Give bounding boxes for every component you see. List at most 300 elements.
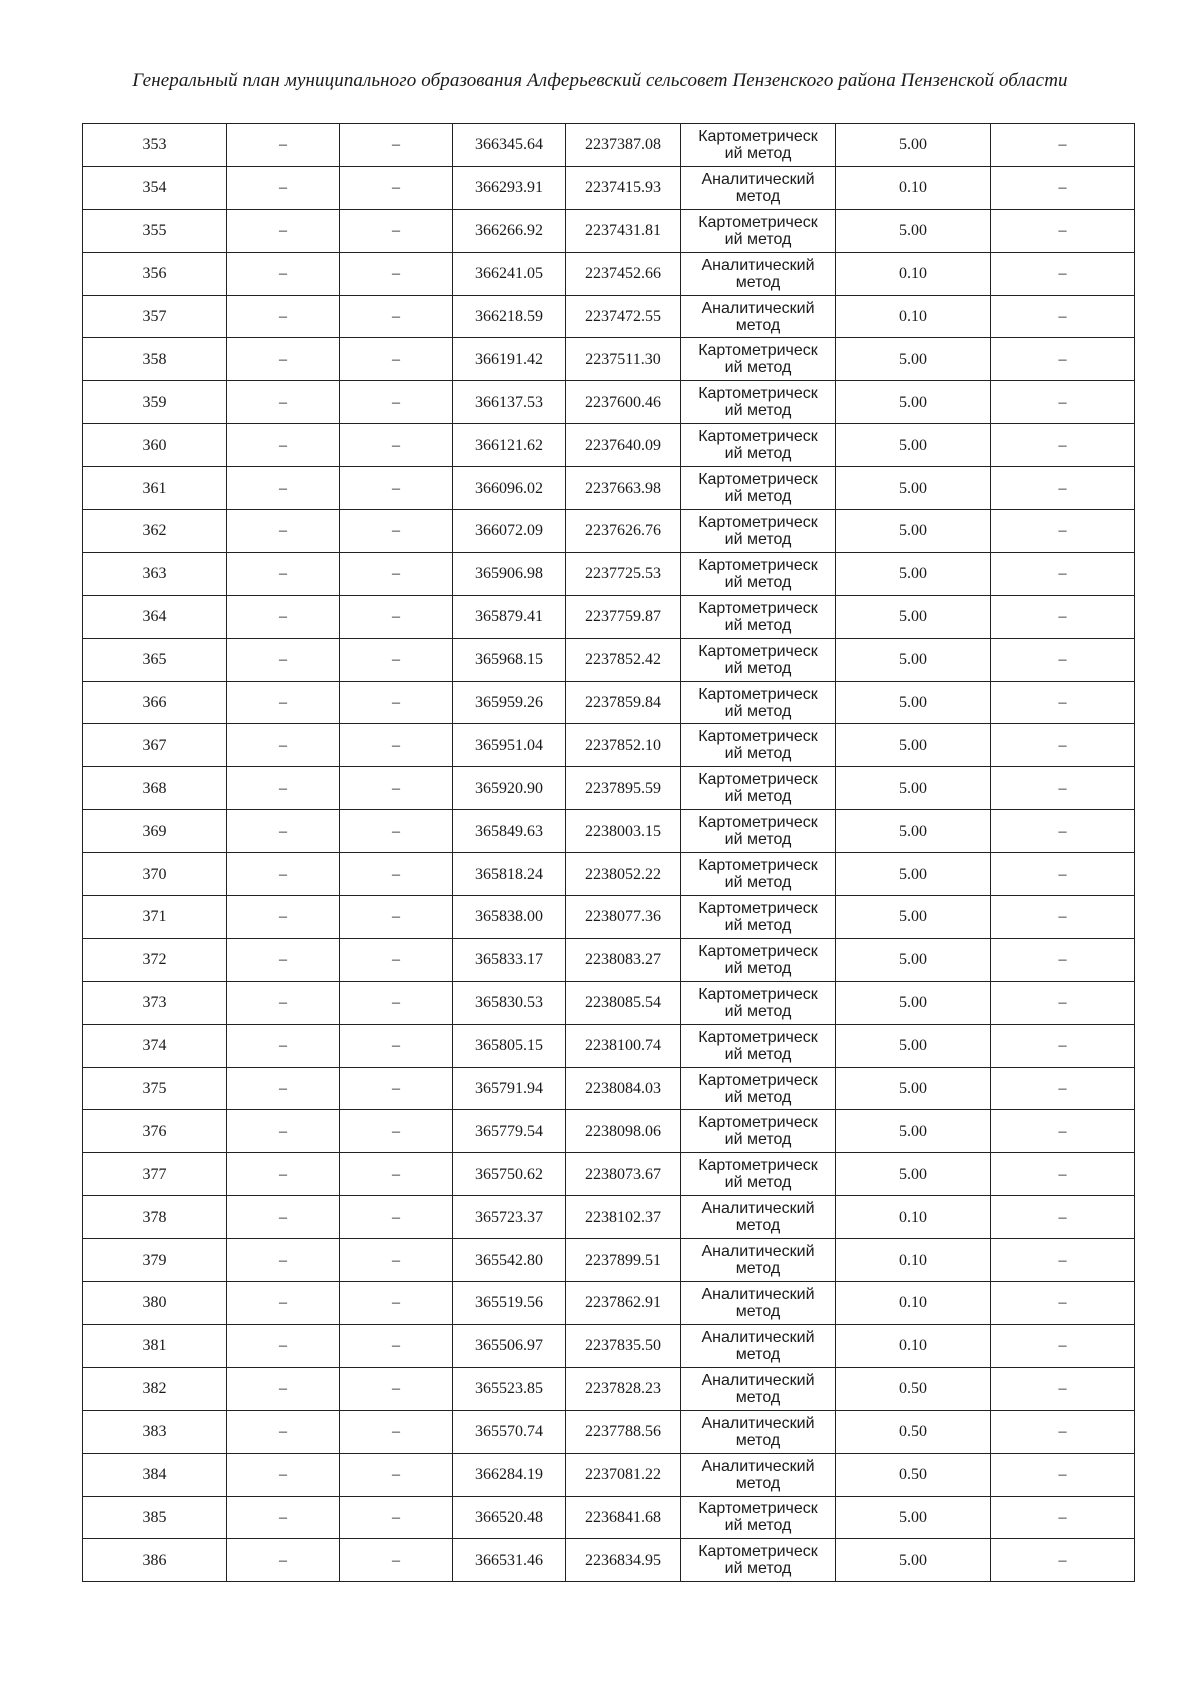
empty-cell: – xyxy=(340,1410,453,1453)
point-number-cell: 367 xyxy=(83,724,227,767)
table-row xyxy=(83,1067,1135,1110)
table-row xyxy=(83,1453,1135,1496)
accuracy-cell: 5.00 xyxy=(836,595,991,638)
empty-cell: – xyxy=(991,1110,1135,1153)
method-text-line: Картометрическ xyxy=(698,899,818,917)
x-coordinate-cell: 366121.62 xyxy=(453,424,566,467)
table-row xyxy=(83,1324,1135,1367)
y-coordinate-cell: 2238085.54 xyxy=(566,981,681,1024)
method-cell xyxy=(681,938,836,981)
method-cell xyxy=(681,810,836,853)
method-text-line: ий метод xyxy=(724,573,792,591)
empty-cell: – xyxy=(340,252,453,295)
empty-cell: – xyxy=(227,1496,340,1539)
empty-cell: – xyxy=(227,938,340,981)
point-number-cell: 357 xyxy=(83,295,227,338)
method-text-line: ий метод xyxy=(724,1560,792,1578)
empty-cell: – xyxy=(227,166,340,209)
x-coordinate-cell: 365968.15 xyxy=(453,638,566,681)
empty-cell: – xyxy=(340,853,453,896)
method-text-line: Картометрическ xyxy=(698,342,818,360)
empty-cell: – xyxy=(991,1024,1135,1067)
empty-cell: – xyxy=(227,209,340,252)
point-number-cell: 385 xyxy=(83,1496,227,1539)
method-text-line: ий метод xyxy=(724,959,792,977)
point-number-cell: 359 xyxy=(83,381,227,424)
y-coordinate-cell: 2237452.66 xyxy=(566,252,681,295)
accuracy-cell: 5.00 xyxy=(836,724,991,767)
accuracy-cell: 0.10 xyxy=(836,166,991,209)
table-row xyxy=(83,552,1135,595)
x-coordinate-cell: 365519.56 xyxy=(453,1282,566,1325)
empty-cell: – xyxy=(340,124,453,167)
table-row xyxy=(83,209,1135,252)
accuracy-cell: 5.00 xyxy=(836,552,991,595)
point-number-cell: 376 xyxy=(83,1110,227,1153)
accuracy-cell: 0.10 xyxy=(836,1324,991,1367)
table-row xyxy=(83,1110,1135,1153)
point-number-cell: 354 xyxy=(83,166,227,209)
method-cell xyxy=(681,295,836,338)
method-text-line: Картометрическ xyxy=(698,513,818,531)
point-number-cell: 384 xyxy=(83,1453,227,1496)
empty-cell: – xyxy=(227,981,340,1024)
x-coordinate-cell: 366293.91 xyxy=(453,166,566,209)
point-number-cell: 381 xyxy=(83,1324,227,1367)
method-text-line: Картометрическ xyxy=(698,385,818,403)
accuracy-cell: 0.10 xyxy=(836,1196,991,1239)
table-row xyxy=(83,1496,1135,1539)
empty-cell: – xyxy=(340,1539,453,1582)
x-coordinate-cell: 365906.98 xyxy=(453,552,566,595)
method-text-line: ий метод xyxy=(724,359,792,377)
empty-cell: – xyxy=(340,638,453,681)
x-coordinate-cell: 365951.04 xyxy=(453,724,566,767)
table-row xyxy=(83,853,1135,896)
table-row xyxy=(83,166,1135,209)
point-number-cell: 379 xyxy=(83,1239,227,1282)
table-row xyxy=(83,638,1135,681)
method-cell xyxy=(681,1239,836,1282)
accuracy-cell: 5.00 xyxy=(836,1153,991,1196)
empty-cell: – xyxy=(340,166,453,209)
y-coordinate-cell: 2237640.09 xyxy=(566,424,681,467)
empty-cell: – xyxy=(227,252,340,295)
point-number-cell: 353 xyxy=(83,124,227,167)
method-cell xyxy=(681,724,836,767)
x-coordinate-cell: 366531.46 xyxy=(453,1539,566,1582)
empty-cell: – xyxy=(991,1496,1135,1539)
method-cell xyxy=(681,1410,836,1453)
y-coordinate-cell: 2237511.30 xyxy=(566,338,681,381)
method-cell xyxy=(681,1110,836,1153)
method-cell xyxy=(681,1539,836,1582)
empty-cell: – xyxy=(340,595,453,638)
x-coordinate-cell: 365506.97 xyxy=(453,1324,566,1367)
empty-cell: – xyxy=(227,896,340,939)
x-coordinate-cell: 366266.92 xyxy=(453,209,566,252)
empty-cell: – xyxy=(227,552,340,595)
accuracy-cell: 5.00 xyxy=(836,681,991,724)
table-row xyxy=(83,981,1135,1024)
empty-cell: – xyxy=(227,1367,340,1410)
method-cell xyxy=(681,896,836,939)
empty-cell: – xyxy=(991,681,1135,724)
method-text-line: ий метод xyxy=(724,616,792,634)
empty-cell: – xyxy=(340,1282,453,1325)
method-text-line: метод xyxy=(735,1345,781,1363)
empty-cell: – xyxy=(991,638,1135,681)
method-text-line: Картометрическ xyxy=(698,771,818,789)
empty-cell: – xyxy=(340,295,453,338)
point-number-cell: 383 xyxy=(83,1410,227,1453)
method-text-line: ий метод xyxy=(724,874,792,892)
point-number-cell: 374 xyxy=(83,1024,227,1067)
empty-cell: – xyxy=(340,1453,453,1496)
method-text-line: Картометрическ xyxy=(698,428,818,446)
accuracy-cell: 0.10 xyxy=(836,295,991,338)
empty-cell: – xyxy=(227,338,340,381)
y-coordinate-cell: 2237852.42 xyxy=(566,638,681,681)
empty-cell: – xyxy=(991,252,1135,295)
method-text-line: ий метод xyxy=(724,530,792,548)
method-text-line: ий метод xyxy=(724,445,792,463)
method-text-line: ий метод xyxy=(724,702,792,720)
table-row xyxy=(83,381,1135,424)
accuracy-cell: 5.00 xyxy=(836,896,991,939)
empty-cell: – xyxy=(991,896,1135,939)
x-coordinate-cell: 365818.24 xyxy=(453,853,566,896)
y-coordinate-cell: 2237663.98 xyxy=(566,467,681,510)
point-number-cell: 382 xyxy=(83,1367,227,1410)
empty-cell: – xyxy=(227,1539,340,1582)
method-cell xyxy=(681,209,836,252)
y-coordinate-cell: 2237895.59 xyxy=(566,767,681,810)
empty-cell: – xyxy=(340,1024,453,1067)
method-text-line: ий метод xyxy=(724,916,792,934)
empty-cell: – xyxy=(340,981,453,1024)
point-number-cell: 361 xyxy=(83,467,227,510)
accuracy-cell: 5.00 xyxy=(836,467,991,510)
method-text-line: ий метод xyxy=(724,1002,792,1020)
accuracy-cell: 5.00 xyxy=(836,510,991,553)
method-text-line: метод xyxy=(735,1302,781,1320)
method-text-line: Картометрическ xyxy=(698,1114,818,1132)
method-text-line: Картометрическ xyxy=(698,1071,818,1089)
empty-cell: – xyxy=(991,510,1135,553)
empty-cell: – xyxy=(991,424,1135,467)
method-text-line: Картометрическ xyxy=(698,1500,818,1518)
accuracy-cell: 5.00 xyxy=(836,338,991,381)
method-text-line: метод xyxy=(735,1260,781,1278)
empty-cell: – xyxy=(227,1110,340,1153)
empty-cell: – xyxy=(991,810,1135,853)
table-row xyxy=(83,938,1135,981)
method-text-line: метод xyxy=(735,1388,781,1406)
y-coordinate-cell: 2238098.06 xyxy=(566,1110,681,1153)
empty-cell: – xyxy=(991,1539,1135,1582)
method-text-line: Картометрическ xyxy=(698,1157,818,1175)
table-row xyxy=(83,467,1135,510)
point-number-cell: 372 xyxy=(83,938,227,981)
empty-cell: – xyxy=(227,1410,340,1453)
x-coordinate-cell: 365959.26 xyxy=(453,681,566,724)
table-row xyxy=(83,681,1135,724)
point-number-cell: 364 xyxy=(83,595,227,638)
y-coordinate-cell: 2237415.93 xyxy=(566,166,681,209)
method-text-line: Картометрическ xyxy=(698,985,818,1003)
accuracy-cell: 5.00 xyxy=(836,1539,991,1582)
method-text-line: Картометрическ xyxy=(698,942,818,960)
empty-cell: – xyxy=(340,510,453,553)
empty-cell: – xyxy=(227,467,340,510)
y-coordinate-cell: 2237431.81 xyxy=(566,209,681,252)
accuracy-cell: 5.00 xyxy=(836,638,991,681)
accuracy-cell: 0.10 xyxy=(836,1239,991,1282)
method-cell xyxy=(681,681,836,724)
empty-cell: – xyxy=(991,1410,1135,1453)
method-text-line: метод xyxy=(735,273,781,291)
method-text-line: ий метод xyxy=(724,1517,792,1535)
point-number-cell: 378 xyxy=(83,1196,227,1239)
empty-cell: – xyxy=(991,166,1135,209)
y-coordinate-cell: 2238003.15 xyxy=(566,810,681,853)
empty-cell: – xyxy=(340,896,453,939)
method-cell xyxy=(681,1067,836,1110)
method-text-line: Картометрическ xyxy=(698,685,818,703)
method-text-line: метод xyxy=(735,1217,781,1235)
method-text-line: ий метод xyxy=(724,745,792,763)
method-text-line: Картометрическ xyxy=(698,728,818,746)
empty-cell: – xyxy=(227,724,340,767)
method-text-line: метод xyxy=(735,1431,781,1449)
empty-cell: – xyxy=(227,681,340,724)
point-number-cell: 360 xyxy=(83,424,227,467)
y-coordinate-cell: 2237899.51 xyxy=(566,1239,681,1282)
y-coordinate-cell: 2237600.46 xyxy=(566,381,681,424)
point-number-cell: 365 xyxy=(83,638,227,681)
empty-cell: – xyxy=(227,810,340,853)
method-cell xyxy=(681,467,836,510)
y-coordinate-cell: 2237472.55 xyxy=(566,295,681,338)
method-text-line: ий метод xyxy=(724,488,792,506)
accuracy-cell: 5.00 xyxy=(836,767,991,810)
point-number-cell: 363 xyxy=(83,552,227,595)
x-coordinate-cell: 365838.00 xyxy=(453,896,566,939)
x-coordinate-cell: 366520.48 xyxy=(453,1496,566,1539)
empty-cell: – xyxy=(991,467,1135,510)
empty-cell: – xyxy=(340,1367,453,1410)
point-number-cell: 375 xyxy=(83,1067,227,1110)
empty-cell: – xyxy=(340,1239,453,1282)
y-coordinate-cell: 2237835.50 xyxy=(566,1324,681,1367)
x-coordinate-cell: 366072.09 xyxy=(453,510,566,553)
table-row xyxy=(83,1239,1135,1282)
method-cell xyxy=(681,1367,836,1410)
empty-cell: – xyxy=(340,1196,453,1239)
empty-cell: – xyxy=(340,424,453,467)
table-row xyxy=(83,1282,1135,1325)
method-text-line: метод xyxy=(735,316,781,334)
empty-cell: – xyxy=(991,767,1135,810)
method-text-line: ий метод xyxy=(724,1174,792,1192)
empty-cell: – xyxy=(991,1324,1135,1367)
table-row xyxy=(83,595,1135,638)
point-number-cell: 356 xyxy=(83,252,227,295)
x-coordinate-cell: 366284.19 xyxy=(453,1453,566,1496)
method-text-line: Картометрическ xyxy=(698,1543,818,1561)
empty-cell: – xyxy=(991,124,1135,167)
point-number-cell: 369 xyxy=(83,810,227,853)
method-cell xyxy=(681,338,836,381)
empty-cell: – xyxy=(227,1024,340,1067)
empty-cell: – xyxy=(227,1324,340,1367)
y-coordinate-cell: 2237828.23 xyxy=(566,1367,681,1410)
method-cell xyxy=(681,424,836,467)
point-number-cell: 358 xyxy=(83,338,227,381)
method-text-line: ий метод xyxy=(724,402,792,420)
x-coordinate-cell: 366241.05 xyxy=(453,252,566,295)
empty-cell: – xyxy=(227,595,340,638)
y-coordinate-cell: 2238083.27 xyxy=(566,938,681,981)
table-row xyxy=(83,767,1135,810)
method-cell xyxy=(681,252,836,295)
empty-cell: – xyxy=(991,209,1135,252)
accuracy-cell: 5.00 xyxy=(836,381,991,424)
empty-cell: – xyxy=(340,724,453,767)
empty-cell: – xyxy=(991,1239,1135,1282)
coordinates-table-body xyxy=(83,124,1135,1582)
table-row xyxy=(83,1367,1135,1410)
empty-cell: – xyxy=(340,1067,453,1110)
method-cell xyxy=(681,1324,836,1367)
table-row xyxy=(83,1024,1135,1067)
accuracy-cell: 0.10 xyxy=(836,1282,991,1325)
method-cell xyxy=(681,595,836,638)
method-text-line: Картометрическ xyxy=(698,642,818,660)
x-coordinate-cell: 365833.17 xyxy=(453,938,566,981)
method-cell xyxy=(681,510,836,553)
empty-cell: – xyxy=(991,1282,1135,1325)
point-number-cell: 370 xyxy=(83,853,227,896)
method-text-line: Аналитический xyxy=(701,1414,815,1432)
method-text-line: Картометрическ xyxy=(698,1028,818,1046)
page-header-title: Генеральный план муниципального образования Алферьевский сельсовет Пензенского района Пензенской области xyxy=(132,70,1068,91)
empty-cell: – xyxy=(991,1153,1135,1196)
method-text-line: Картометрическ xyxy=(698,599,818,617)
point-number-cell: 386 xyxy=(83,1539,227,1582)
method-text-line: ий метод xyxy=(724,1045,792,1063)
method-text-line: метод xyxy=(735,1474,781,1492)
empty-cell: – xyxy=(340,552,453,595)
method-text-line: ий метод xyxy=(724,144,792,162)
method-text-line: ий метод xyxy=(724,1131,792,1149)
accuracy-cell: 5.00 xyxy=(836,1496,991,1539)
method-text-line: ий метод xyxy=(724,230,792,248)
y-coordinate-cell: 2236834.95 xyxy=(566,1539,681,1582)
x-coordinate-cell: 365779.54 xyxy=(453,1110,566,1153)
empty-cell: – xyxy=(227,1453,340,1496)
method-text-line: Картометрическ xyxy=(698,127,818,145)
empty-cell: – xyxy=(340,381,453,424)
x-coordinate-cell: 365849.63 xyxy=(453,810,566,853)
empty-cell: – xyxy=(340,1496,453,1539)
empty-cell: – xyxy=(991,1067,1135,1110)
x-coordinate-cell: 365805.15 xyxy=(453,1024,566,1067)
method-cell xyxy=(681,853,836,896)
accuracy-cell: 5.00 xyxy=(836,810,991,853)
empty-cell: – xyxy=(340,810,453,853)
empty-cell: – xyxy=(340,1324,453,1367)
y-coordinate-cell: 2237725.53 xyxy=(566,552,681,595)
y-coordinate-cell: 2237626.76 xyxy=(566,510,681,553)
empty-cell: – xyxy=(227,1239,340,1282)
accuracy-cell: 0.50 xyxy=(836,1410,991,1453)
empty-cell: – xyxy=(340,938,453,981)
empty-cell: – xyxy=(227,767,340,810)
empty-cell: – xyxy=(991,295,1135,338)
y-coordinate-cell: 2237759.87 xyxy=(566,595,681,638)
x-coordinate-cell: 366218.59 xyxy=(453,295,566,338)
x-coordinate-cell: 365723.37 xyxy=(453,1196,566,1239)
x-coordinate-cell: 365920.90 xyxy=(453,767,566,810)
x-coordinate-cell: 365830.53 xyxy=(453,981,566,1024)
table-row xyxy=(83,338,1135,381)
point-number-cell: 355 xyxy=(83,209,227,252)
accuracy-cell: 5.00 xyxy=(836,1110,991,1153)
x-coordinate-cell: 365879.41 xyxy=(453,595,566,638)
method-cell xyxy=(681,381,836,424)
method-cell xyxy=(681,552,836,595)
table-row xyxy=(83,896,1135,939)
accuracy-cell: 0.10 xyxy=(836,252,991,295)
method-cell xyxy=(681,1024,836,1067)
y-coordinate-cell: 2238052.22 xyxy=(566,853,681,896)
accuracy-cell: 0.50 xyxy=(836,1453,991,1496)
table-row xyxy=(83,424,1135,467)
empty-cell: – xyxy=(991,552,1135,595)
method-text-line: ий метод xyxy=(724,788,792,806)
table-row xyxy=(83,1153,1135,1196)
empty-cell: – xyxy=(227,381,340,424)
method-cell xyxy=(681,767,836,810)
method-text-line: Картометрическ xyxy=(698,814,818,832)
empty-cell: – xyxy=(340,1153,453,1196)
table-row xyxy=(83,295,1135,338)
empty-cell: – xyxy=(227,510,340,553)
empty-cell: – xyxy=(227,1196,340,1239)
x-coordinate-cell: 366345.64 xyxy=(453,124,566,167)
method-text-line: Аналитический xyxy=(701,256,815,274)
method-cell xyxy=(681,1153,836,1196)
table-row xyxy=(83,724,1135,767)
method-text-line: ий метод xyxy=(724,659,792,677)
y-coordinate-cell: 2238084.03 xyxy=(566,1067,681,1110)
point-number-cell: 380 xyxy=(83,1282,227,1325)
method-text-line: Картометрическ xyxy=(698,857,818,875)
method-cell xyxy=(681,638,836,681)
method-text-line: Картометрическ xyxy=(698,471,818,489)
y-coordinate-cell: 2237387.08 xyxy=(566,124,681,167)
empty-cell: – xyxy=(340,338,453,381)
point-number-cell: 368 xyxy=(83,767,227,810)
empty-cell: – xyxy=(227,124,340,167)
y-coordinate-cell: 2236841.68 xyxy=(566,1496,681,1539)
x-coordinate-cell: 365750.62 xyxy=(453,1153,566,1196)
empty-cell: – xyxy=(340,1110,453,1153)
table-row xyxy=(83,810,1135,853)
empty-cell: – xyxy=(991,1453,1135,1496)
